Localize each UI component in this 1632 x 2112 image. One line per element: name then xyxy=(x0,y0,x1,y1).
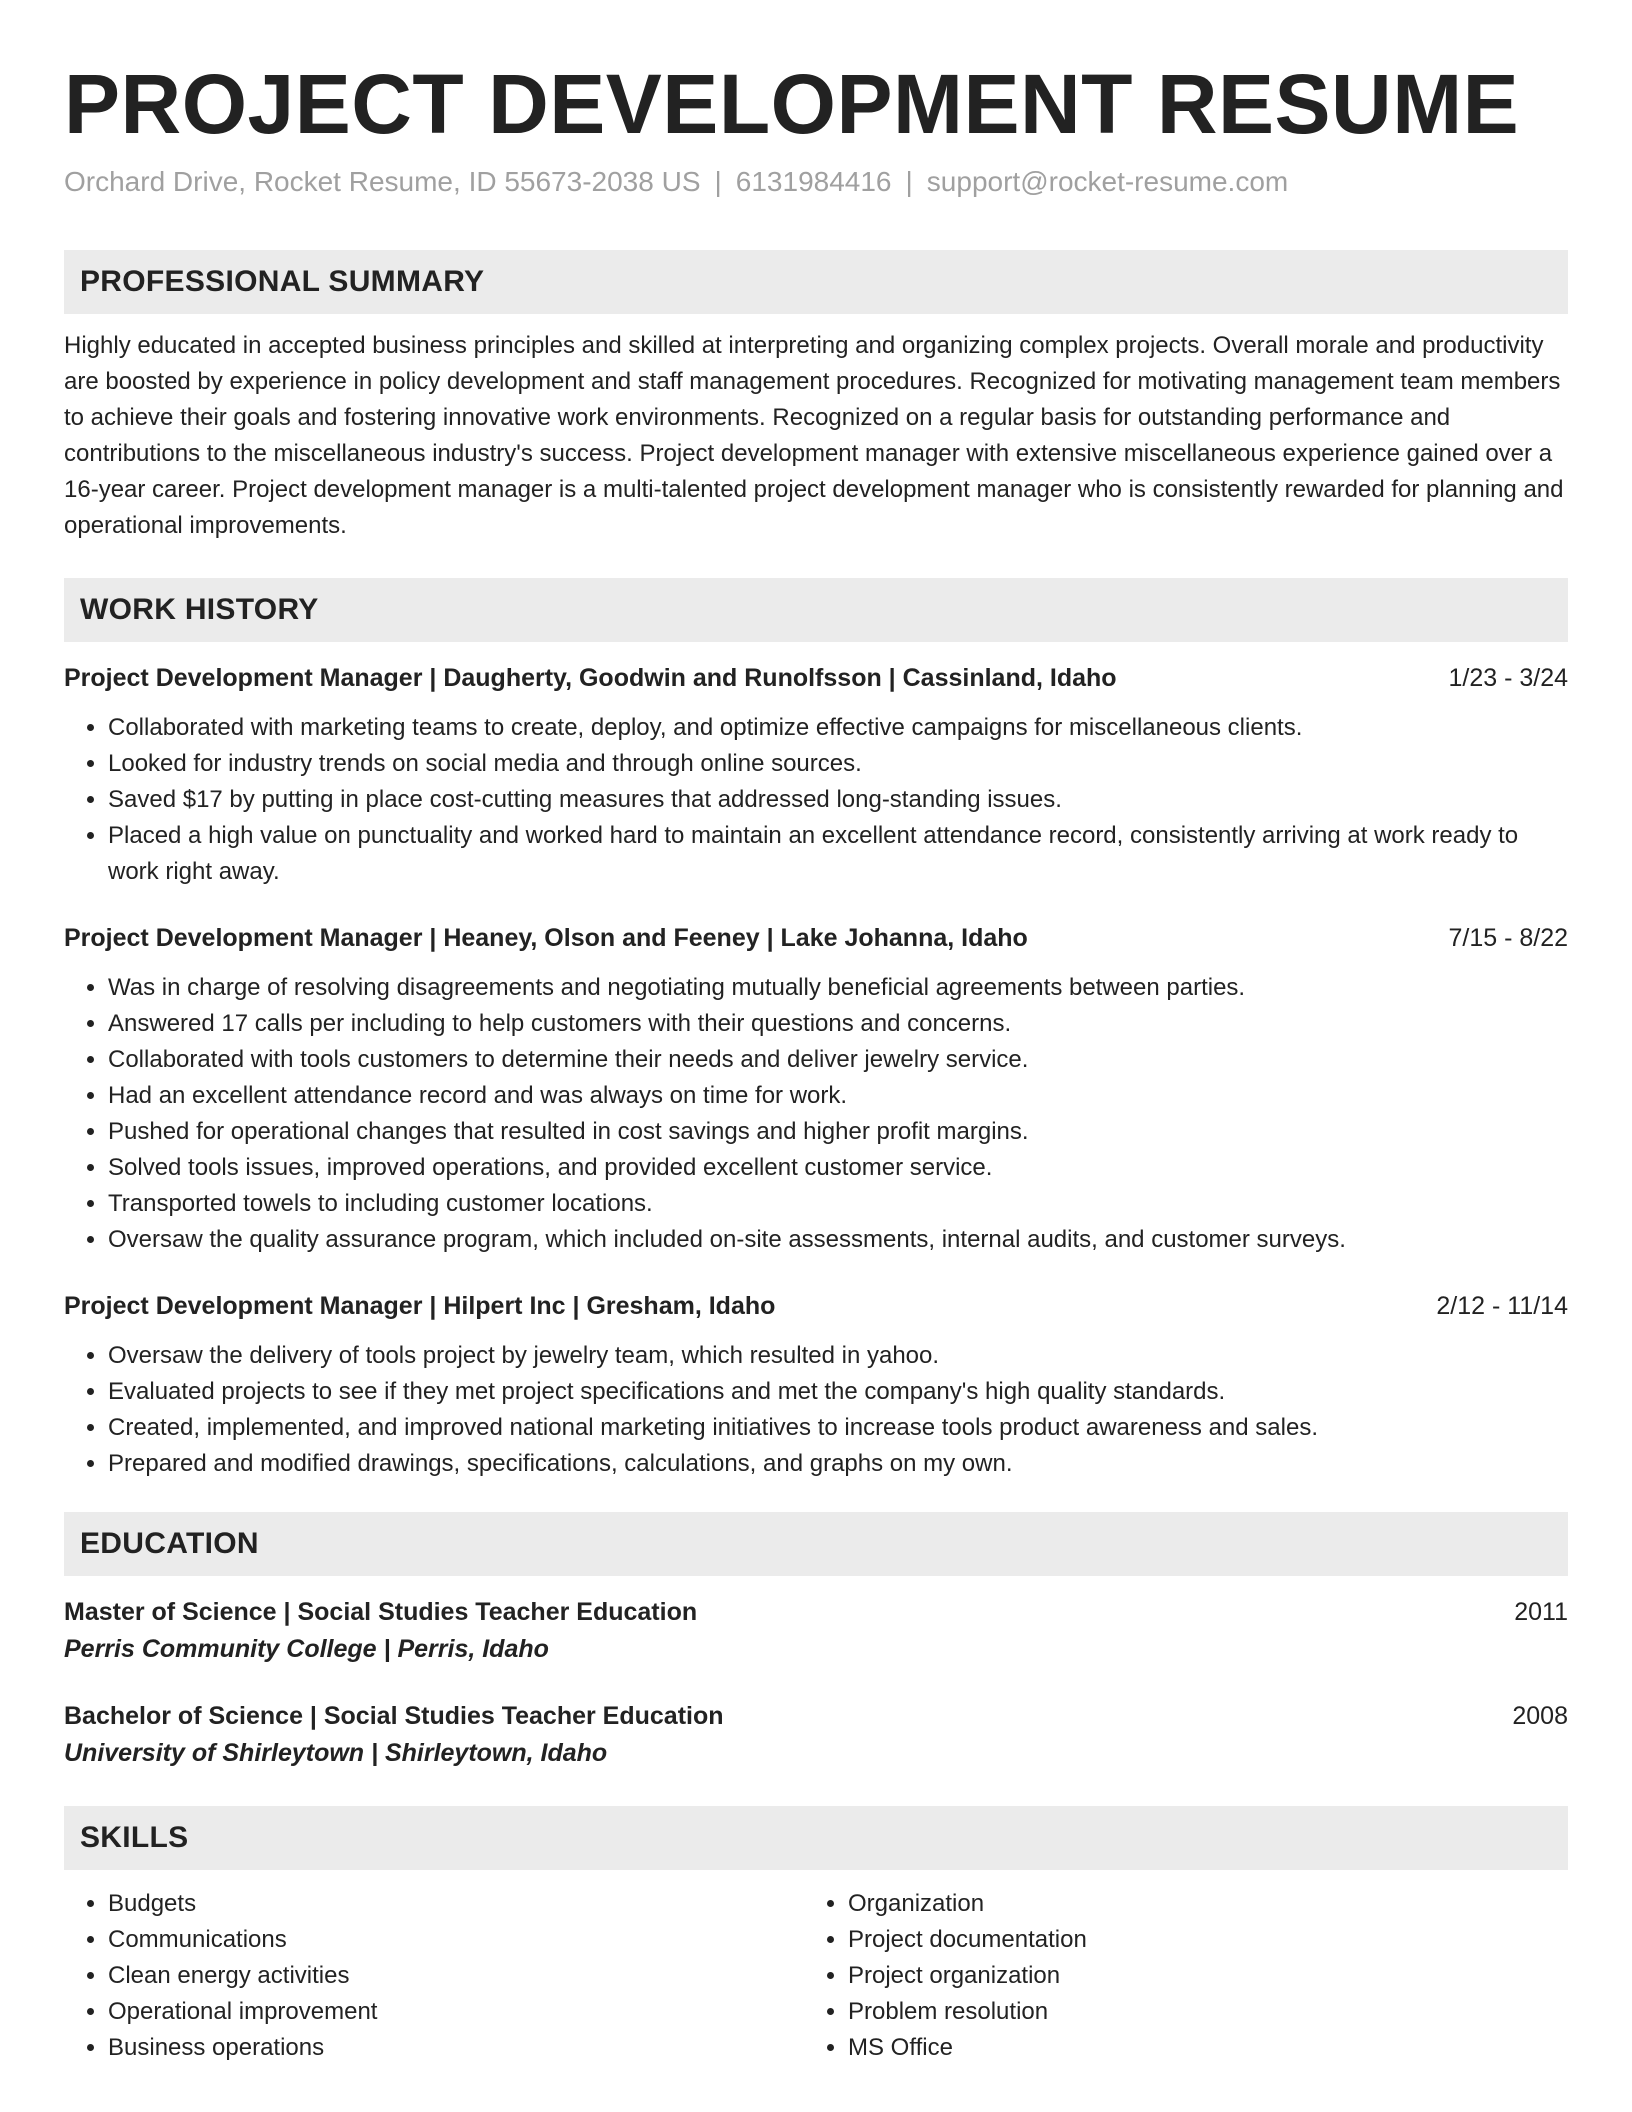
skill-item: • Clean energy activities xyxy=(108,1958,804,1994)
list-item: • Created, implemented, and improved national marketing initiatives to increase tools product awareness and sales. xyxy=(108,1410,1568,1446)
section-header-education: EDUCATION xyxy=(64,1512,1568,1576)
list-item: • Prepared and modified drawings, specifications, calculations, and graphs on my own. xyxy=(108,1446,1568,1482)
list-item: • Answered 17 calls per including to help customers with their questions and concerns. xyxy=(108,1006,1568,1042)
graduation-year: 2011 xyxy=(1514,1598,1568,1626)
skill-item: • Project documentation xyxy=(848,1922,1544,1958)
skills-column-right xyxy=(804,1886,1544,2066)
email: support@rocket-resume.com xyxy=(926,166,1289,197)
list-item: • Collaborated with tools customers to determine their needs and deliver jewelry service. xyxy=(108,1042,1568,1078)
contact-line xyxy=(64,164,1568,200)
list-item: • Pushed for operational changes that resulted in cost savings and higher profit margins. xyxy=(108,1114,1568,1150)
address: Orchard Drive, Rocket Resume, ID 55673-2038 US xyxy=(64,166,701,197)
phone: 6131984416 xyxy=(735,166,892,197)
graduation-year: 2008 xyxy=(1512,1702,1568,1730)
list-item: • Solved tools issues, improved operations, and provided excellent customer service. xyxy=(108,1150,1568,1186)
list-item: • Evaluated projects to see if they met project specifications and met the company's high quality standards. xyxy=(108,1374,1568,1410)
job-entry xyxy=(64,660,1568,890)
education-entry xyxy=(64,1698,1568,1772)
skill-item: • Problem resolution xyxy=(848,1994,1544,2030)
skill-item: • MS Office xyxy=(848,2030,1544,2066)
list-item: • Oversaw the delivery of tools project by jewelry team, which resulted in yahoo. xyxy=(108,1338,1568,1374)
skill-item: • Project organization xyxy=(848,1958,1544,1994)
school: University of Shirleytown | Shirleytown, Idaho xyxy=(64,1739,608,1767)
list-item: • Collaborated with marketing teams to create, deploy, and optimize effective campaigns for miscellaneous clients. xyxy=(108,710,1568,746)
education-entry xyxy=(64,1594,1568,1668)
job-entry xyxy=(64,920,1568,1258)
section-header-work-history: WORK HISTORY xyxy=(64,578,1568,642)
list-item: • Was in charge of resolving disagreements and negotiating mutually beneficial agreements between parties. xyxy=(108,970,1568,1006)
job-bullets xyxy=(64,1338,1568,1482)
skill-item: • Business operations xyxy=(108,2030,804,2066)
skill-item: • Organization xyxy=(848,1886,1544,1922)
job-bullets xyxy=(64,710,1568,890)
skill-item: • Communications xyxy=(108,1922,804,1958)
list-item: • Transported towels to including customer locations. xyxy=(108,1186,1568,1222)
skill-item: • Operational improvement xyxy=(108,1994,804,2030)
section-header-skills: SKILLS xyxy=(64,1806,1568,1870)
school: Perris Community College | Perris, Idaho xyxy=(64,1635,549,1663)
list-item: • Saved $17 by putting in place cost-cutting measures that addressed long-standing issues. xyxy=(108,782,1568,818)
skill-item: • Budgets xyxy=(108,1886,804,1922)
job-dates: 7/15 - 8/22 xyxy=(1448,924,1568,952)
resume-title: PROJECT DEVELOPMENT RESUME xyxy=(64,57,1520,151)
list-item: • Had an excellent attendance record and was always on time for work. xyxy=(108,1078,1568,1114)
list-item: • Looked for industry trends on social media and through online sources. xyxy=(108,746,1568,782)
job-dates: 2/12 - 11/14 xyxy=(1436,1292,1568,1320)
job-bullets xyxy=(64,970,1568,1258)
summary-text: Highly educated in accepted business principles and skilled at interpreting and organizing complex projects. Overall morale and productivity are boosted by experience in policy development and staff management procedures. Recognized for motivating management team members to achieve their goals and fostering innovative work environments. Recognized on a regular basis for outstanding performance and contributions to the miscellaneous industry's success. Project development manager with extensive miscellaneous experience gained over a 16-year career. Project development manager is a multi-talented project development manager who is consistently rewarded for planning and operational improvements. xyxy=(64,332,1564,539)
degree: Master of Science | Social Studies Teacher Education xyxy=(64,1598,698,1626)
job-dates: 1/23 - 3/24 xyxy=(1448,664,1568,692)
separator: | xyxy=(905,166,913,197)
skills-list xyxy=(64,1886,1568,2066)
job-entry xyxy=(64,1288,1568,1482)
job-title: Project Development Manager | Hilpert Inc | Gresham, Idaho xyxy=(64,1292,776,1320)
skills-column-left xyxy=(64,1886,804,2066)
section-header-summary: PROFESSIONAL SUMMARY xyxy=(64,250,1568,314)
list-item: • Placed a high value on punctuality and worked hard to maintain an excellent attendance record, consistently arriving at work ready to work right away. xyxy=(108,818,1568,890)
list-item: • Oversaw the quality assurance program, which included on-site assessments, internal audits, and customer surveys. xyxy=(108,1222,1568,1258)
job-title: Project Development Manager | Heaney, Olson and Feeney | Lake Johanna, Idaho xyxy=(64,924,1028,952)
job-title: Project Development Manager | Daugherty, Goodwin and Runolfsson | Cassinland, Idaho xyxy=(64,664,1117,692)
separator: | xyxy=(714,166,722,197)
degree: Bachelor of Science | Social Studies Teacher Education xyxy=(64,1702,724,1730)
